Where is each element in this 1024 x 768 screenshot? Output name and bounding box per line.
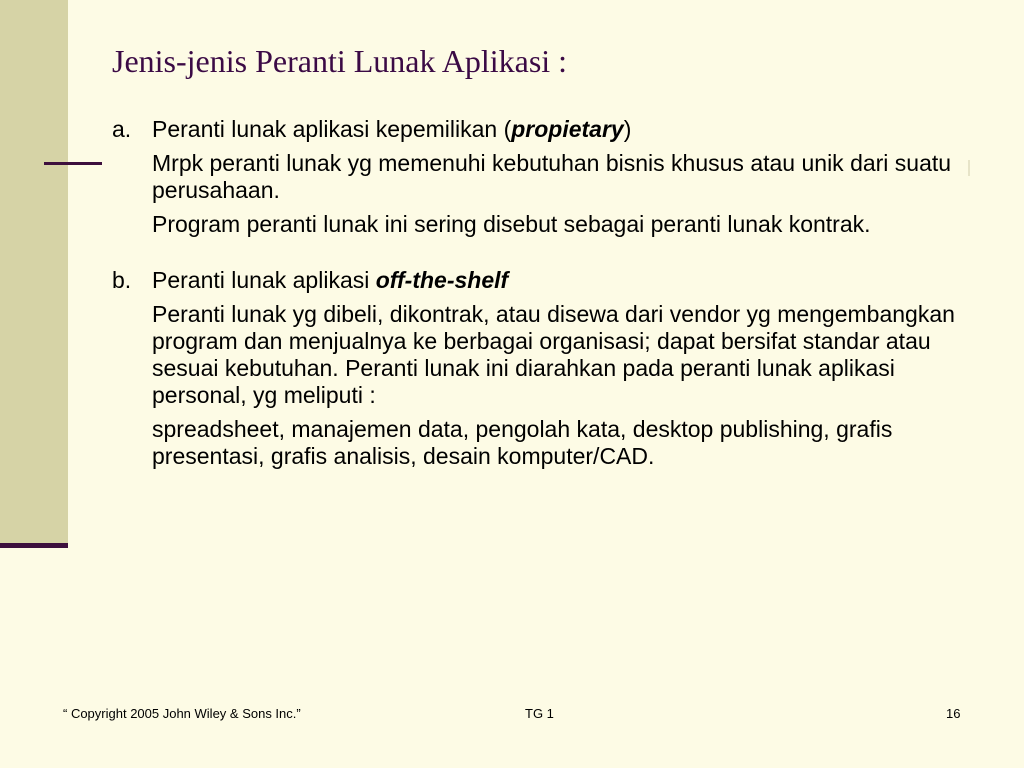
item-heading — [152, 116, 972, 143]
list-item-a — [112, 116, 972, 238]
heading-text: ) — [623, 116, 632, 142]
footer-copyright: “ Copyright 2005 John Wiley & Sons Inc.” — [63, 706, 301, 721]
item-paragraph: Mrpk peranti lunak yg memenuhi kebutuhan bisnis khusus atau unik dari suatu perusahaan. — [152, 150, 952, 203]
heading-emphasis: propietary — [511, 116, 624, 142]
heading-text: Peranti lunak aplikasi kepemilikan ( — [152, 116, 512, 142]
page-number: 16 — [946, 706, 961, 721]
item-heading — [152, 267, 972, 294]
item-paragraph: Program peranti lunak ini sering disebut sebagai peranti lunak kontrak. — [152, 211, 871, 237]
item-paragraph: spreadsheet, manajemen data, pengolah kata, desktop publishing, grafis presentasi, grafis analisis, desain komputer/CAD. — [152, 416, 893, 469]
list-marker: a. — [112, 116, 132, 142]
title-decor-line — [44, 162, 102, 165]
item-paragraph: Peranti lunak yg dibeli, dikontrak, atau disewa dari vendor yg mengembangkan program dan menjualnya ke berbagai organisasi; dapat bersifat standar atau sesuai kebutuhan. Peranti lunak ini diarahkan pada peranti lunak aplikasi personal, yg meliputi : — [152, 301, 955, 408]
list-marker: b. — [112, 267, 132, 293]
heading-emphasis: off-the-shelf — [375, 267, 509, 293]
slide-body — [112, 116, 972, 470]
list-item-b — [112, 267, 972, 470]
left-decor-bar — [0, 0, 68, 546]
footer-center-label: TG 1 — [525, 706, 554, 721]
heading-text: Peranti lunak aplikasi — [152, 267, 376, 293]
left-decor-line — [0, 543, 68, 548]
slide-title: Jenis-jenis Peranti Lunak Aplikasi : — [112, 43, 568, 79]
